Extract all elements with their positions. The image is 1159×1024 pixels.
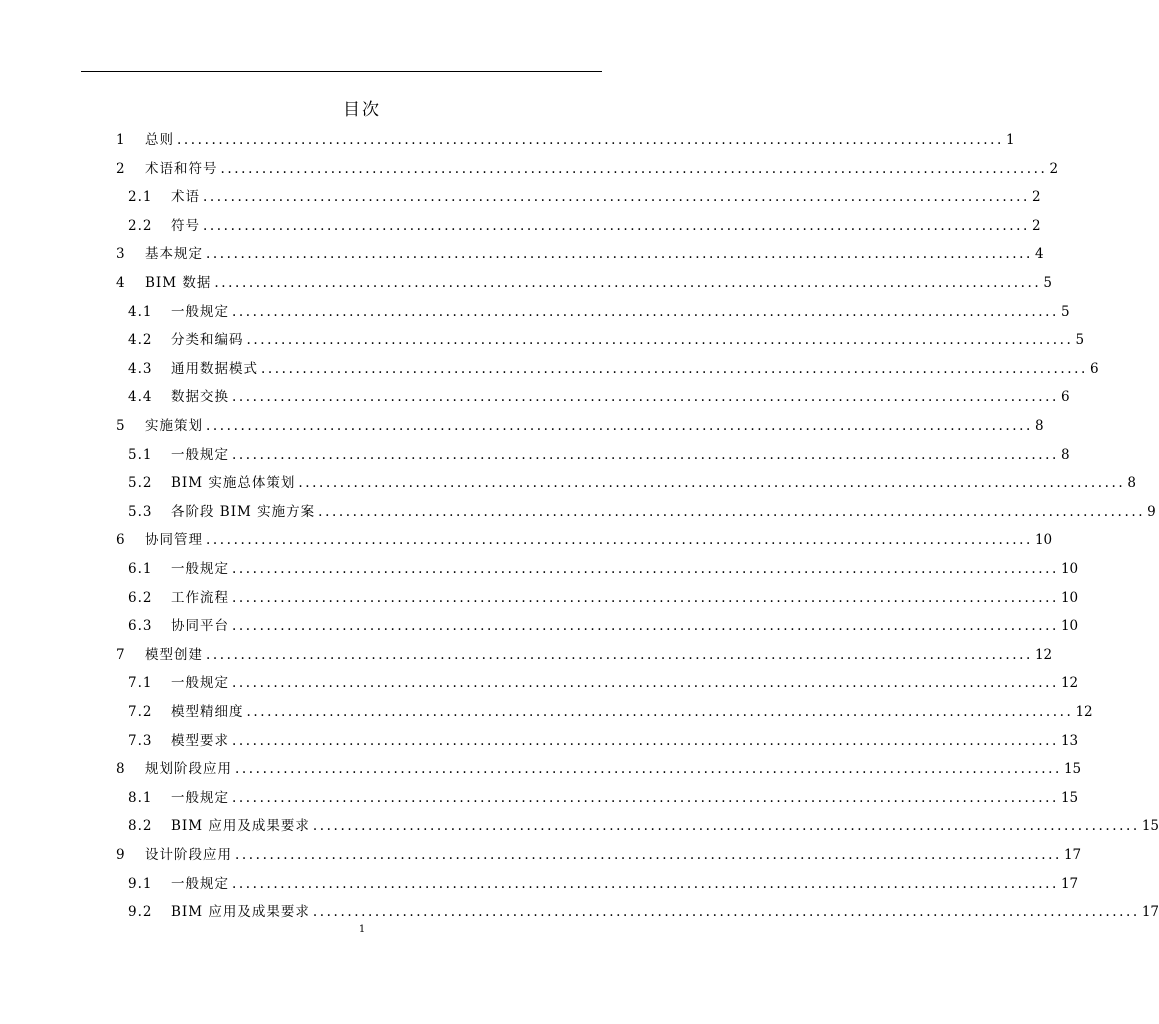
dot-leader: ........................................................................................................................ <box>235 847 1062 863</box>
toc-entry-label: 基本规定 <box>145 246 203 263</box>
toc-entry-label: 一般规定 <box>171 789 229 806</box>
toc-entry[interactable] <box>128 612 1079 640</box>
dot-leader: ........................................................................................................................ <box>177 132 1004 148</box>
toc-entry-label: 设计阶段应用 <box>145 847 232 863</box>
toc-entry[interactable] <box>128 898 1159 926</box>
toc-entry-label: 符号 <box>171 217 200 234</box>
toc-entry-number: 8.1 <box>128 789 153 806</box>
toc-entry-label: 总则 <box>145 132 174 148</box>
toc-entry-page: 6 <box>1060 389 1070 406</box>
toc-entry-label: 数据交换 <box>171 389 229 406</box>
dot-leader: ........................................................................................................................ <box>232 561 1059 577</box>
toc-entry-label: 模型精细度 <box>171 704 244 720</box>
toc-entry-label: BIM 应用及成果要求 <box>171 904 310 921</box>
toc-entry-page: 10 <box>1034 532 1053 549</box>
toc-entry-label: 实施策划 <box>145 418 203 434</box>
toc-entry-page: 5 <box>1043 275 1052 291</box>
toc-entry[interactable] <box>116 269 1052 297</box>
toc-entry[interactable] <box>116 126 1015 154</box>
toc-entry-number: 2.2 <box>128 217 153 234</box>
toc-entry-page: 6 <box>1089 360 1099 377</box>
toc-entry[interactable] <box>116 755 1082 783</box>
dot-leader: ........................................................................................................................ <box>206 532 1033 549</box>
toc-entry-label: 一般规定 <box>171 675 229 692</box>
page-number: 1 <box>358 924 366 935</box>
dot-leader: ........................................................................................................................ <box>203 189 1030 206</box>
toc-entry-page: 17 <box>1141 904 1159 921</box>
toc-entry-label: BIM 实施总体策划 <box>171 475 296 492</box>
toc-entry-number: 4.2 <box>128 332 153 349</box>
dot-leader: ........................................................................................................................ <box>232 789 1059 806</box>
dot-leader: ........................................................................................................................ <box>246 332 1074 349</box>
toc-entry[interactable] <box>116 412 1044 440</box>
toc-entry-page: 2 <box>1049 160 1059 177</box>
toc-entry[interactable] <box>128 870 1079 898</box>
dot-leader: ........................................................................................................................ <box>220 160 1048 177</box>
toc-entry-page: 10 <box>1060 589 1079 606</box>
header-rule <box>81 71 602 72</box>
dot-leader: ........................................................................................................................ <box>318 503 1146 520</box>
toc-entry-page: 12 <box>1060 675 1079 692</box>
toc-entry-page: 17 <box>1060 875 1079 892</box>
toc-entry-page: 15 <box>1063 761 1082 778</box>
dot-leader: ........................................................................................................................ <box>232 389 1059 406</box>
dot-leader: ........................................................................................................................ <box>214 275 1042 291</box>
dot-leader: ........................................................................................................................ <box>206 418 1033 434</box>
toc-entry-label: 通用数据模式 <box>171 360 258 377</box>
dot-leader: ........................................................................................................................ <box>232 618 1059 635</box>
toc-entry-number: 5.2 <box>128 475 153 492</box>
toc-entry-label: BIM 应用及成果要求 <box>171 818 310 835</box>
toc-entry-number: 6.3 <box>128 618 153 635</box>
dot-leader: ........................................................................................................................ <box>232 303 1059 320</box>
dot-leader: ........................................................................................................................ <box>261 360 1088 377</box>
toc-entry-number: 3 <box>116 246 126 263</box>
toc-entry-page: 10 <box>1060 561 1079 577</box>
toc-entry[interactable] <box>128 383 1070 411</box>
toc-entry-number: 9.2 <box>128 904 153 921</box>
toc-entry-page: 8 <box>1060 446 1070 463</box>
toc-entry-page: 15 <box>1141 818 1159 835</box>
toc-entry[interactable] <box>128 183 1041 211</box>
toc-entry-number: 7.2 <box>128 704 153 720</box>
toc-entry[interactable] <box>128 298 1070 326</box>
toc-entry-page: 12 <box>1034 646 1053 663</box>
toc-entry-number: 8 <box>116 761 126 778</box>
toc-entry[interactable] <box>128 555 1079 583</box>
toc-entry-page: 5 <box>1075 332 1085 349</box>
toc-entry-page: 15 <box>1060 789 1079 806</box>
toc-entry-number: 7 <box>116 646 126 663</box>
dot-leader: ........................................................................................................................ <box>298 475 1126 492</box>
toc-entry-label: 一般规定 <box>171 561 229 577</box>
toc-entry[interactable] <box>128 584 1079 612</box>
toc-entry[interactable] <box>128 669 1079 697</box>
toc-entry[interactable] <box>128 212 1041 240</box>
toc-entry-label: 协同平台 <box>171 618 229 635</box>
dot-leader: ........................................................................................................................ <box>232 732 1059 749</box>
toc-entry[interactable] <box>116 155 1059 183</box>
toc-entry-page: 5 <box>1060 303 1070 320</box>
toc-entry[interactable] <box>116 641 1053 669</box>
toc-entry-number: 4.3 <box>128 360 153 377</box>
toc-entry[interactable] <box>128 441 1070 469</box>
dot-leader: ........................................................................................................................ <box>206 646 1033 663</box>
toc-entry-page: 9 <box>1147 503 1156 520</box>
toc-entry-number: 5.3 <box>128 503 153 520</box>
dot-leader: ........................................................................................................................ <box>232 875 1059 892</box>
toc-entry-number: 6.2 <box>128 589 153 606</box>
dot-leader: ........................................................................................................................ <box>312 904 1140 921</box>
dot-leader: ........................................................................................................................ <box>235 761 1062 778</box>
toc-entry[interactable] <box>128 469 1136 497</box>
toc-entry-number: 5 <box>116 418 126 434</box>
toc-entry-page: 1 <box>1005 132 1015 148</box>
toc-entry-page: 2 <box>1031 189 1041 206</box>
toc-entry-page: 8 <box>1127 475 1136 492</box>
dot-leader: ........................................................................................................................ <box>232 675 1059 692</box>
toc-entry[interactable] <box>116 240 1044 268</box>
toc-entry-label: 各阶段 BIM 实施方案 <box>171 503 316 520</box>
toc-entry-number: 7.1 <box>128 675 153 692</box>
toc-entry-number: 4 <box>116 275 126 291</box>
dot-leader: ........................................................................................................................ <box>232 589 1059 606</box>
dot-leader: ........................................................................................................................ <box>312 818 1140 835</box>
toc-entry[interactable] <box>128 812 1159 840</box>
toc-entry-label: 术语 <box>171 189 200 206</box>
toc-entry-label: 协同管理 <box>145 532 203 549</box>
toc-entry-number: 2.1 <box>128 189 153 206</box>
dot-leader: ........................................................................................................................ <box>232 446 1059 463</box>
toc-entry-number: 5.1 <box>128 446 153 463</box>
toc-entry-number: 1 <box>116 132 126 148</box>
toc-entry-number: 6.1 <box>128 561 153 577</box>
toc-entry-label: 一般规定 <box>171 875 229 892</box>
toc-entry[interactable] <box>116 841 1082 869</box>
toc-entry[interactable] <box>128 727 1079 755</box>
toc-entry-label: 模型创建 <box>145 646 203 663</box>
toc-entry[interactable] <box>116 526 1053 554</box>
toc-entry-label: 一般规定 <box>171 303 229 320</box>
toc-entry[interactable] <box>128 498 1156 526</box>
page-title: 目次 <box>343 100 381 120</box>
toc-entry-number: 9 <box>116 847 126 863</box>
dot-leader: ........................................................................................................................ <box>206 246 1033 263</box>
dot-leader: ........................................................................................................................ <box>203 217 1030 234</box>
toc-entry-number: 9.1 <box>128 875 153 892</box>
toc-entry-label: 术语和符号 <box>145 160 218 177</box>
toc-entry[interactable] <box>128 326 1085 354</box>
toc-entry[interactable] <box>128 784 1079 812</box>
toc-entry-page: 8 <box>1034 418 1044 434</box>
toc-entry-label: 模型要求 <box>171 732 229 749</box>
toc-entry-page: 10 <box>1060 618 1079 635</box>
toc-entry-label: 一般规定 <box>171 446 229 463</box>
toc-entry-page: 17 <box>1063 847 1082 863</box>
toc-entry-page: 13 <box>1060 732 1079 749</box>
dot-leader: ........................................................................................................................ <box>246 704 1074 720</box>
toc-entry-number: 4.1 <box>128 303 153 320</box>
toc-entry-label: 工作流程 <box>171 589 229 606</box>
toc-entry-label: 分类和编码 <box>171 332 244 349</box>
toc-entry-number: 2 <box>116 160 126 177</box>
toc-entry[interactable] <box>128 355 1099 383</box>
toc-entry-page: 4 <box>1034 246 1044 263</box>
toc-entry-number: 4.4 <box>128 389 153 406</box>
toc-entry-number: 6 <box>116 532 126 549</box>
toc-entry-label: BIM 数据 <box>145 275 212 291</box>
toc-entry-page: 2 <box>1031 217 1041 234</box>
toc-entry-number: 8.2 <box>128 818 153 835</box>
toc-entry-number: 7.3 <box>128 732 153 749</box>
toc-entry[interactable] <box>128 698 1093 726</box>
toc-entry-page: 12 <box>1075 704 1093 720</box>
toc-entry-label: 规划阶段应用 <box>145 761 232 778</box>
